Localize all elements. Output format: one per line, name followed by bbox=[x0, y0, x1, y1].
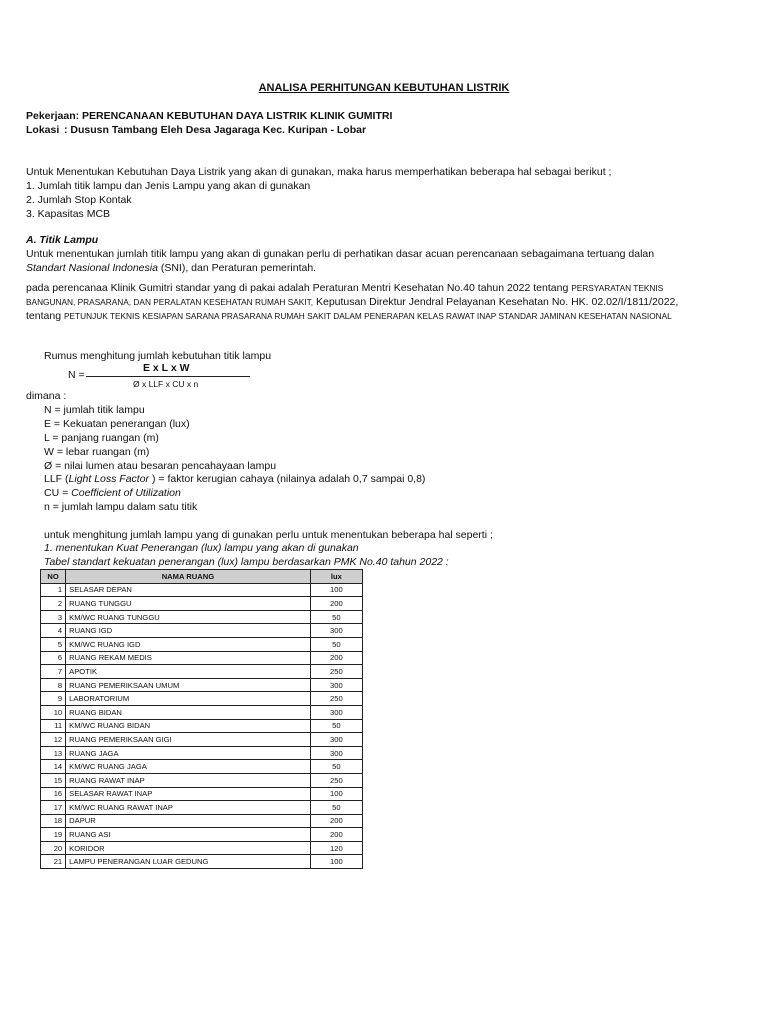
table-row bbox=[41, 719, 363, 733]
intro-text: Untuk Menentukan Kebutuhan Daya Listrik yang akan di gunakan, maka harus memperhatikan beberapa hal sebagai berikut ; bbox=[26, 166, 612, 178]
row-number: 1 bbox=[41, 583, 66, 597]
table-row bbox=[41, 651, 363, 665]
row-number: 7 bbox=[41, 665, 66, 679]
column-header: NO bbox=[41, 570, 66, 584]
table-row bbox=[41, 583, 363, 597]
section-a-p1-line1: Untuk menentukan jumlah titik lampu yang akan di gunakan perlu di perhatikan dasar acuan perencanaan sebagaimana tertuang dalan bbox=[26, 248, 655, 260]
cu-italic: Coefficient of Utilization bbox=[71, 487, 181, 499]
room-name: RUANG TUNGGU bbox=[66, 597, 311, 611]
lux-value: 300 bbox=[310, 733, 362, 747]
room-name: RUANG PEMERIKSAAN GIGI bbox=[66, 733, 311, 747]
definition: L = panjang ruangan (m) bbox=[44, 432, 159, 444]
lokasi-label: Lokasi bbox=[26, 124, 60, 136]
room-name: RUANG IGD bbox=[66, 624, 311, 638]
fraction-line bbox=[86, 376, 250, 377]
llf-italic: Light Loss Factor bbox=[68, 473, 150, 485]
lux-value: 50 bbox=[310, 610, 362, 624]
table-row bbox=[41, 678, 363, 692]
lux-value: 200 bbox=[310, 597, 362, 611]
lux-intro: untuk menghitung jumlah lampu yang di gunakan perlu untuk menentukan beberapa hal seperti ; bbox=[44, 529, 493, 541]
table-row bbox=[41, 760, 363, 774]
sni-rest: (SNI), dan Peraturan pemerintah. bbox=[157, 262, 317, 274]
room-name: RUANG PEMERIKSAAN UMUM bbox=[66, 678, 311, 692]
row-number: 11 bbox=[41, 719, 66, 733]
pekerjaan-label: Pekerjaan bbox=[26, 110, 76, 122]
sni-italic: Standart Nasional Indonesia bbox=[26, 262, 158, 274]
regulation-text: tentang bbox=[26, 310, 62, 322]
room-name: RUANG BIDAN bbox=[66, 705, 311, 719]
lokasi-value: : Dususn Tambang Eleh Desa Jagaraga Kec. Kuripan - Lobar bbox=[64, 124, 367, 136]
section-heading: A. Titik Lampu bbox=[26, 234, 99, 246]
table-row bbox=[41, 787, 363, 801]
room-name: KM/WC RUANG JAGA bbox=[66, 760, 311, 774]
row-number: 12 bbox=[41, 733, 66, 747]
lux-value: 120 bbox=[310, 841, 362, 855]
definition: N = jumlah titik lampu bbox=[44, 404, 145, 416]
row-number: 3 bbox=[41, 610, 66, 624]
lux-value: 200 bbox=[310, 814, 362, 828]
lux-value: 100 bbox=[310, 855, 362, 869]
table-row bbox=[41, 624, 363, 638]
room-name: KM/WC RUANG BIDAN bbox=[66, 719, 311, 733]
regulation-title-small: PERSYARATAN TEKNIS bbox=[571, 283, 664, 293]
lux-table bbox=[40, 569, 363, 869]
table-row bbox=[41, 841, 363, 855]
room-name: SELASAR DEPAN bbox=[66, 583, 311, 597]
regulation-title-small: PETUNJUK TEKNIS KESIAPAN SARANA PRASARANA RUMAH SAKIT DALAM PENERAPAN KELAS RAWAT INAP STANDAR JAMINAN KESEHATAN NASIONAL bbox=[63, 311, 672, 321]
room-name: KORIDOR bbox=[66, 841, 311, 855]
table-row bbox=[41, 705, 363, 719]
lux-step: 1. menentukan Kuat Penerangan (lux) lampu yang akan di gunakan bbox=[44, 542, 359, 554]
table-row bbox=[41, 746, 363, 760]
row-number: 16 bbox=[41, 787, 66, 801]
row-number: 5 bbox=[41, 637, 66, 651]
regulation-text: Keputusan Direktur Jendral Pelayanan Kesehatan No. HK. 02.02/I/1811/2022, bbox=[313, 296, 679, 308]
row-number: 15 bbox=[41, 773, 66, 787]
column-header: lux bbox=[310, 570, 362, 584]
page-title: ANALISA PERHITUNGAN KEBUTUHAN LISTRIK bbox=[258, 82, 510, 94]
table-row bbox=[41, 773, 363, 787]
lux-value: 300 bbox=[310, 624, 362, 638]
row-number: 18 bbox=[41, 814, 66, 828]
definition: Ø = nilai lumen atau besaran pencahayaan lampu bbox=[44, 460, 277, 472]
room-name: KM/WC RUANG TUNGGU bbox=[66, 610, 311, 624]
intro-item: 2. Jumlah Stop Kontak bbox=[26, 194, 132, 206]
dimana-label: dimana : bbox=[26, 390, 67, 402]
cu-pre: CU = bbox=[44, 487, 72, 499]
room-name: LAMPU PENERANGAN LUAR GEDUNG bbox=[66, 855, 311, 869]
definition-cu bbox=[44, 487, 181, 499]
lux-value: 50 bbox=[310, 719, 362, 733]
definition-llf bbox=[44, 473, 425, 485]
formula-intro: Rumus menghitung jumlah kebutuhan titik lampu bbox=[44, 350, 272, 362]
room-name: RUANG RAWAT INAP bbox=[66, 773, 311, 787]
lux-value: 200 bbox=[310, 651, 362, 665]
llf-post: ) = faktor kerugian cahaya (nilainya adalah 0,7 sampai 0,8) bbox=[149, 473, 426, 485]
row-number: 21 bbox=[41, 855, 66, 869]
row-number: 9 bbox=[41, 692, 66, 706]
table-row bbox=[41, 665, 363, 679]
lux-value: 300 bbox=[310, 678, 362, 692]
definition: E = Kekuatan penerangan (lux) bbox=[44, 418, 190, 430]
formula-lhs: N = bbox=[68, 369, 85, 381]
table-caption: Tabel standart kekuatan penerangan (lux) lampu berdasarkan PMK No.40 tahun 2022 : bbox=[44, 556, 449, 568]
row-number: 10 bbox=[41, 705, 66, 719]
pekerjaan-line bbox=[26, 110, 392, 122]
table-row bbox=[41, 637, 363, 651]
pekerjaan-value: : PERENCANAAN KEBUTUHAN DAYA LISTRIK KLINIK GUMITRI bbox=[75, 110, 393, 122]
formula-denominator: Ø x LLF x CU x n bbox=[133, 379, 199, 389]
lux-value: 250 bbox=[310, 692, 362, 706]
lux-value: 300 bbox=[310, 705, 362, 719]
room-name: KM/WC RUANG IGD bbox=[66, 637, 311, 651]
table-row bbox=[41, 828, 363, 842]
table-row bbox=[41, 814, 363, 828]
definition: n = jumlah lampu dalam satu titik bbox=[44, 501, 198, 513]
table-row bbox=[41, 610, 363, 624]
row-number: 4 bbox=[41, 624, 66, 638]
lux-value: 100 bbox=[310, 583, 362, 597]
row-number: 13 bbox=[41, 746, 66, 760]
room-name: APOTIK bbox=[66, 665, 311, 679]
table-row bbox=[41, 733, 363, 747]
lokasi-line bbox=[26, 124, 366, 136]
intro-item: 3. Kapasitas MCB bbox=[26, 208, 111, 220]
row-number: 6 bbox=[41, 651, 66, 665]
room-name: LABORATORIUM bbox=[66, 692, 311, 706]
section-a-p1-line2 bbox=[26, 262, 316, 274]
row-number: 2 bbox=[41, 597, 66, 611]
formula-numerator: E x L x W bbox=[143, 362, 190, 374]
lux-value: 50 bbox=[310, 760, 362, 774]
table-row bbox=[41, 801, 363, 815]
room-name: RUANG JAGA bbox=[66, 746, 311, 760]
definition: W = lebar ruangan (m) bbox=[44, 446, 150, 458]
column-header: NAMA RUANG bbox=[66, 570, 311, 584]
row-number: 17 bbox=[41, 801, 66, 815]
table-header-row bbox=[41, 570, 363, 584]
section-a-p2-line3 bbox=[26, 310, 672, 322]
room-name: RUANG ASI bbox=[66, 828, 311, 842]
room-name: RUANG REKAM MEDIS bbox=[66, 651, 311, 665]
lux-value: 100 bbox=[310, 787, 362, 801]
table-row bbox=[41, 597, 363, 611]
regulation-title-small: BANGUNAN, PRASARANA, DAN PERALATAN KESEHATAN RUMAH SAKIT, bbox=[26, 297, 314, 307]
room-name: KM/WC RUANG RAWAT INAP bbox=[66, 801, 311, 815]
lux-value: 300 bbox=[310, 746, 362, 760]
lux-value: 250 bbox=[310, 773, 362, 787]
intro-item: 1. Jumlah titik lampu dan Jenis Lampu yang akan di gunakan bbox=[26, 180, 311, 192]
table-row bbox=[41, 692, 363, 706]
lux-value: 200 bbox=[310, 828, 362, 842]
row-number: 8 bbox=[41, 678, 66, 692]
row-number: 14 bbox=[41, 760, 66, 774]
regulation-text: pada perencanaa Klinik Gumitri standar yang di pakai adalah Peraturan Mentri Kesehatan No.40 tahun 2022 tentang bbox=[26, 282, 569, 294]
lux-value: 250 bbox=[310, 665, 362, 679]
section-a-p2-line2 bbox=[26, 296, 678, 308]
section-a-p2-line1 bbox=[26, 282, 663, 294]
row-number: 20 bbox=[41, 841, 66, 855]
lux-value: 50 bbox=[310, 801, 362, 815]
llf-pre: LLF ( bbox=[44, 473, 69, 485]
row-number: 19 bbox=[41, 828, 66, 842]
table-row bbox=[41, 855, 363, 869]
room-name: SELASAR RAWAT INAP bbox=[66, 787, 311, 801]
room-name: DAPUR bbox=[66, 814, 311, 828]
lux-value: 50 bbox=[310, 637, 362, 651]
